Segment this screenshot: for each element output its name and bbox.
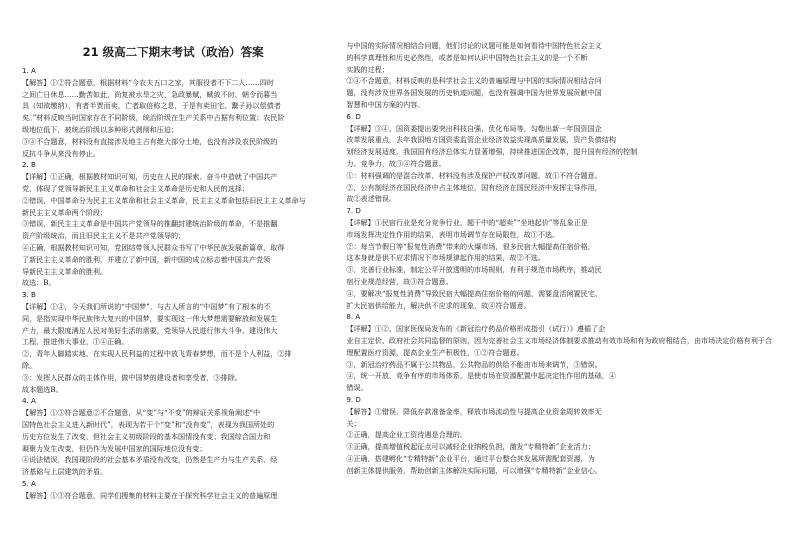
text-line: ②④不合题意，材料反映的是科学社会主义的普遍原理与中国的实际情况相结合问: [346, 76, 602, 86]
text-line: ④正确，根据教材知识可知，党团结带领人民群众书写了中华民族发展新篇章，取得: [22, 242, 285, 252]
text-line: ④，要解决“报复性消费”导致民宿大幅提高住宿价格的问题，需要盘活闲置民宅、: [346, 288, 602, 298]
text-line: 党，体现了党领导新民主主义革命和社会主义革命是历史和人民的选择；: [22, 183, 249, 193]
text-line: 力、竞争力，故③④符合题意。: [346, 158, 446, 168]
text-line: ②错误，中国革命分为民主主义革命和社会主义革命，民主主义革命包括旧民主主义革命与: [22, 195, 306, 205]
text-line: 【解答】①错误，降低存款准备金率，释放市场流动性与提高企业资金周转效率无: [346, 406, 602, 416]
text-line: 【解答】①③符合题意②不合题意，从“变”与“不变”的辩证关系视角阐述“中: [22, 408, 261, 418]
text-line: ④说法错误，我国现阶段的社会基本矛盾没有改变，仍然是生产力与生产关系、经: [22, 455, 278, 465]
text-line: 扩大民宿供给能力，解决供不应求的现象，故④符合题意。: [346, 300, 531, 310]
text-line: 1. A: [22, 66, 36, 75]
text-line: 【解答】①②符合题意，根据材料“今农夫五口之家，其服役者不下二人……四时: [22, 77, 274, 87]
text-line: 8. A: [346, 312, 361, 322]
text-line: ①：材料强调的是混合改革，材料没有涉及保护产权改革问题，故①不符合题意。: [346, 170, 602, 180]
text-line: 与中国的实际情况相结合问题，他们讨论的议题可能是如何看待中国特色社会主义: [346, 41, 602, 50]
text-line: 具（知欲缴纳），有者半贾而卖，亡者取倍称之息，于是有卖田宅、鬻子孙以偿债者: [22, 101, 281, 111]
text-line: ③错误，新民主主义革命是中国共产党领导的推翻封建统治阶级的革命，不是推翻: [22, 219, 278, 229]
text-line: 历史方位发生了改变，但社会主义初级阶段的基本国情没有变；我国综合国力和: [22, 431, 271, 441]
text-line: 3. B: [22, 290, 36, 300]
text-line: 济基础与上层建筑的矛盾。: [22, 467, 108, 477]
text-line: 矣。”材料反映当时国家存在不同阶级，统治阶级在生产关系中占据有利位置；农民阶: [22, 113, 285, 123]
text-line: 的科学真理性和历史必然性，或者是如何认识中国特色社会主义的是一个不断: [346, 52, 588, 62]
text-line: 理配置医疗资源，提高企业生产积极性，①②符合题意。: [346, 347, 524, 357]
text-line: 【详解】①民宿行业是充分竞争行业，题干中的“超卖”“坐地起价”等乱象正是: [346, 217, 588, 227]
text-line: 【解答】①③符合题意，同学们搜集的材料主要在于探究科学社会主义的普遍原理: [22, 490, 278, 500]
text-line: 这本身就是供不应求情况下市场规律起作用的结果，故②不选。: [346, 253, 545, 263]
text-line: 故本题选B。: [22, 384, 63, 394]
text-line: 工程、推进伟大事业，①④正确。: [22, 337, 129, 347]
text-line: ④正确，搭建孵化“专精特新”企业平台，通过平台整合其发展所需配套资源，为: [346, 453, 595, 463]
text-line: 市场发挥决定性作用的结果，表明市场调节存在局限性，故①不选。: [346, 229, 560, 239]
text-line: 新民主主义革命两个阶段；: [22, 207, 108, 217]
text-line: ③，完善行业标准，制定公平开放透明的市场规则，有利于规范市场秩序，推动民: [346, 265, 602, 275]
text-line: ②，公有制经济在国民经济中占主体地位，国有经济在国民经济中发挥主导作用，: [346, 182, 602, 192]
text-line: ④，统一开放、竞争有序的市场体系，是使市场在资源配置中起决定性作用的基础，④: [346, 371, 616, 381]
text-line: ③，新冠治疗药品不属于公共物品，公共物品的供给不能由市场来调节，③错误。: [346, 359, 602, 369]
text-line: 9. D: [346, 394, 361, 404]
text-line: 国特色社会主义进入新时代”，表现为若干个“变”和“没有变”，表现为我国所处的: [22, 419, 275, 429]
text-line: 级地位低下，被统治阶级以多种形式剥削和压迫；: [22, 124, 179, 134]
text-line: 反抗斗争从来没有停止。: [22, 148, 101, 158]
text-line: 【详解】①④，今天我们所说的“中国梦”，与古人所言的“中国梦”有了根本的不: [22, 301, 271, 311]
text-line: 同，是指实现中华民族伟大复兴的中国梦，要实现这一伟大梦想需要解放和发展生: [22, 313, 278, 323]
text-line: 5. A: [22, 478, 36, 488]
text-line: 改革发展重点，去年我国地方国资委监管企业经济效益实现高质量发展，资产负债结构: [346, 135, 616, 145]
text-line: ③正确，提高增值税起征点可以减轻企业纳税负担，激发“专精特新”企业活力；: [346, 442, 595, 452]
text-line: 产力，最大限度满足人民对美好生活的需要，党领导人民进行伟大斗争、建设伟大: [22, 325, 278, 335]
text-line: 【详解】①②，国家医保局发布的《新冠治疗药品价格形成指引（试行）》遵循了企: [346, 324, 606, 334]
right-column: [346, 40, 772, 548]
text-line: 宿行业规范经营，故③符合题意。: [346, 276, 453, 286]
text-line: 业自主定价、政府社会共同监督的原则，因为完善社会主义市场经济体制要求推动有效市场和有为政府相结合，由市场决定价格有利于合: [346, 335, 772, 345]
text-line: 4. A: [22, 396, 36, 406]
text-line: ③④不合题意，材料没有直接涉及地主占有绝大部分土地，也没有涉及农民阶级的: [22, 136, 278, 146]
text-line: 7. D: [346, 206, 361, 216]
two-column-layout: [22, 40, 772, 548]
text-line: 除。: [22, 360, 37, 370]
left-column: [22, 40, 324, 548]
text-line: 【详解】③④，国资委提出要突出科技自强、优化布局等，勾勒出新一年国资国企: [346, 123, 602, 133]
text-line: 之间亡日休息……勤苦如此，尚复被水旱之灾，急政暴赋，赋敛不时，朝令而暮当: [22, 89, 278, 99]
text-line: 故②表述错误。: [346, 194, 397, 204]
text-line: ③：发挥人民群众的主体作用，做中国梦的建设者和享受者，③排除。: [22, 372, 242, 382]
document-title: 21 级高二下期末考试（政治）答案: [82, 45, 264, 59]
text-line: ②，青年人脚踏实地，在实现人民利益的过程中放飞青春梦想，而不是个人利益，②排: [22, 349, 292, 359]
text-line: 【详解】①正确，根据教材知识可知，历史在人民的探索、奋斗中造就了中国共产: [22, 172, 278, 182]
text-line: 6. D: [346, 111, 361, 121]
text-line: 关；: [346, 418, 361, 428]
text-line: 题，没有涉及世界各国发展的历史轨迹问题，也没有强调中国为世界发展贡献中国: [346, 88, 602, 98]
text-line: 2. B: [22, 160, 36, 170]
text-line: 资产阶级统治，而且旧民主主义不是共产党领导的；: [22, 231, 186, 241]
text-line: ②正确，提高企业工资待遇是合理的。: [346, 430, 467, 440]
text-line: 凝聚力发生改变，但仍作为发展中国家的国际地位没有变；: [22, 443, 207, 453]
text-line: 划经济发展适度，我国国有经济总体实力显著增强，持续推进国企改革，提升国有经济的控制: [346, 147, 638, 157]
text-line: 导新民主主义革命的胜利。: [22, 266, 108, 276]
text-line: 了新民主主义革命的胜利，并建立了新中国，新中国的成立标志着中国共产党领: [22, 254, 271, 264]
text-line: ②：每当节假日等“报复性消费”带来的火爆市场，很多民宿大幅提高住宿价格，: [346, 241, 595, 251]
text-line: 错误。: [346, 383, 368, 393]
text-line: 故选：B。: [22, 278, 56, 288]
text-line: 智慧和中国方案的内容。: [346, 99, 425, 109]
text-line: 实践的过程；: [346, 64, 389, 74]
text-line: 创新主体提供服务，帮助创新主体解决实际问题，可以增强“专精特新”企业信心。: [346, 465, 602, 475]
